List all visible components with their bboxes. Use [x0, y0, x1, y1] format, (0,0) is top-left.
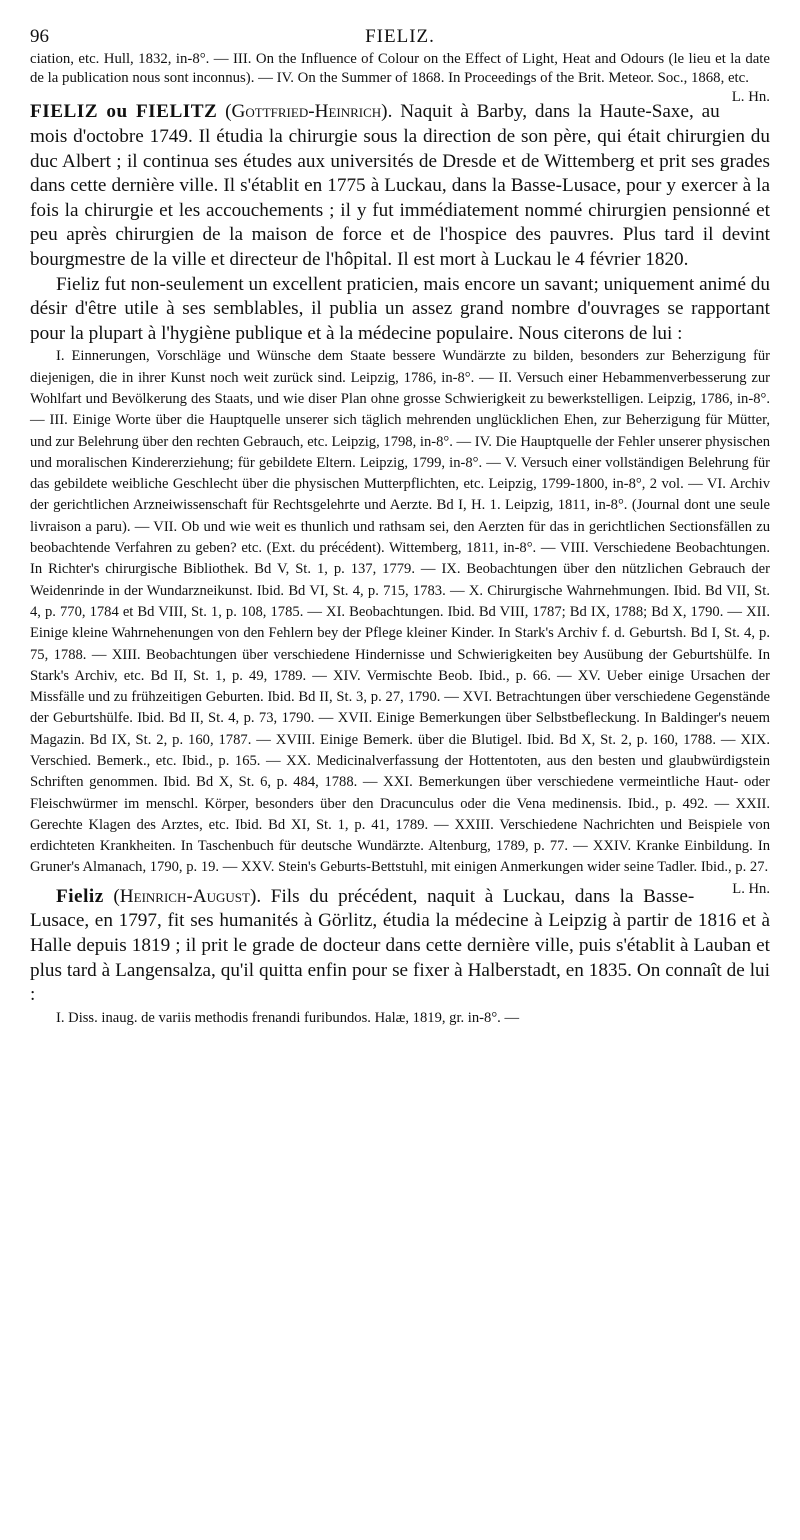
page-number: 96	[30, 26, 49, 47]
entry-2-biography: Fils du précédent, naquit à Luckau, dans la Basse-Lusace, en 1797, fit ses humanités à Görlitz, étudia la médecine à Leipzig à partir de 1816 et à Halle depuis 1819 ; il prit le grade de docteur dans cette dernière ville, puis s'établit à Lauban et plus tard à Langensalza, qu'il quitta enfin pour se fixer à Halberstadt, en 1835. On connaît de lui :	[30, 885, 770, 1006]
entry-1-signature: L. Hn.	[732, 880, 770, 897]
document-page	[30, 22, 770, 1029]
continuation-signature: L. Hn.	[731, 89, 770, 106]
running-title: FIELIZ.	[365, 26, 435, 47]
continuation-paragraph	[30, 50, 770, 106]
entry-1-name: (Gottfried-Heinrich).	[225, 101, 393, 123]
entry-1-paragraph-1	[30, 100, 770, 272]
entry-2-headword: Fieliz	[56, 885, 104, 907]
entry-1-headword: FIELIZ ou FIELITZ	[30, 101, 218, 123]
continuation-text: ciation, etc. Hull, 1832, in-8°. — III. On the Influence of Colour on the Effect of Light, Heat and Odours (le lieu et la date de la publication nous sont inconnus). — IV. On the Summer of 1868. In Proceedings of the Brit. Meteor. Soc., 1868, etc.	[30, 51, 770, 87]
entry-2-paragraph	[30, 885, 770, 1008]
entry-1-biography: Naquit à Barby, dans la Haute-Saxe, au mois d'octobre 1749. Il étudia la chirurgie sous la direction de son père, qui était chirurgien du duc Albert ; il continua ses études aux universités de Dresde et de Wittemberg et prit ses grades dans cette dernière ville. Il s'établit en 1775 à Luckau, dans la Basse-Lusace, pour y exercer à la fois la chirurgie et les accouchements ; il y fut immédiatement nommé chirurgien pensionné et peu après chirurgien de la maison de force et de l'hospice des pauvres. Plus tard il devint bourgmestre de la ville et directeur de l'hôpital. Il est mort à Luckau le 4 février 1820.	[30, 101, 770, 270]
entry-2-works: I. Diss. inaug. de variis methodis frenandi furibundos. Halæ, 1819, gr. in-8°. —	[56, 1009, 520, 1026]
entry-1-works-text: I. Einnerungen, Vorschläge und Wünsche dem Staate bessere Wundärzte zu bilden, besonders zur Beherzigung für diejenigen, die in ihrer Kunst noch weit zurück sind. Leipzig, 1786, in-8°. — II. Versuch einer Hebammenverbesserung zur Wohlfart und Bevölkerung des Staats, und wie diser Plan ohne grosse Schwierigkeit zu bewerkstelligen. Leipzig, 1786, in-8°. — III. Einige Worte über die Hauptquelle unserer sich täglich mehrenden unglücklichen Ehen, zur Beherzigung für Mütter, und zur Belehrung über den rechten Gebrauch, etc. Leipzig, 1798, in-8°. — IV. Die Hauptquelle der Fehler unserer physischen und moralischen Kindererziehung; für gebildete Eltern. Leipzig, 1799, in-8°. — V. Versuch einer vollständigen Belehrung für das gebildete weibliche Geschlecht über die physischen Mutterpflichten, etc. Leipzig, 1799-1800, in-8°, 2 vol. — VI. Archiv der gerichtlichen Arzneiwissenschaft für Rechtsgelehrte und Aerzte. Bd I, H. 1. Leipzig, 1811, in-8°. (Journal dont une seule livraison a paru). — VII. Ob und wie weit es thunlich und rathsam sei, den Aerzten für das in gerichtlichen Sectionsfällen zu beobachtende Verfahren zu geben? etc. (Ext. du précédent). Wittemberg, 1811, in-8°. — VIII. Verschiedene Beobachtungen. In Richter's chirurgische Bibliothek. Bd V, St. 1, p. 137, 1779. — IX. Beobachtungen über den nützlichen Gebrauch der Weidenrinde in der Wundarzneikunst. Ibid. Bd VI, St. 4, p. 715, 1783. — X. Chirurgische Wahrnehmungen. Ibid. Bd VII, St. 4, p. 770, 1784 et Bd VIII, St. 1, p. 108, 1785. — XI. Beobachtungen. Ibid. Bd VIII, 1787; Bd IX, 1788; Bd X, 1790. — XII. Einige kleine Wahrnehenungen von den Fehlern bey der Pflege kleiner Kinder. In Stark's Archiv f. d. Geburtsh. Bd I, St. 4, p. 75, 1788. — XIII. Beobachtungen über verschiedene Hindernisse und Schwierigkeiten bey Ausübung der Geburtshülfe. In Stark's Archiv, etc. Bd II, St. 1, p. 49, 1789. — XIV. Vermischte Beob. Ibid., p. 66. — XV. Ueber einige Ursachen der Missfälle und zu frühzeitigen Geburten. Ibid. Bd II, St. 3, p. 27, 1790. — XVI. Betrachtungen über verschiedene Gegenstände der Geburtshülfe. Ibid. Bd II, St. 4, p. 73, 1790. — XVII. Einige Bemerkungen über Selbstbefleckung. In Baldinger's neuem Magazin. Bd IX, St. 2, p. 160, 1787. — XVIII. Einige Bemerk. über die Blutigel. Ibid. Bd X, St. 2, p. 160, 1788. — XIX. Verschied. Bemerk., etc. Ibid., p. 165. — XX. Medicinalverfassung der Hottentoten, aus den besten und glaubwürdigstein Schriften genommen. Ibid. Bd X, St. 6, p. 484, 1788. — XXI. Bemerkungen über verschiedene vermeintliche Haut- oder Fleischwürmer im menschl. Körper, besonders über den Dracunculus oder die Vena medinensis. Ibid., p. 492. — XXII. Gerechte Klagen des Arztes, etc. Ibid. Bd XI, St. 1, p. 41, 1789. — XXIII. Verschiedene Nachrichten und Beispiele von erdichteten Krankheiten. In Taschenbuch für deutsche Wundärzte. Altenburg, 1789, p. 77. — XXIV. Kranke Einbildung. In Gruner's Almanach, 1790, p. 19. — XXV. Stein's Geburts-Bettstuhl, mit einigen Anmerkungen wider seine Tadler. Ibid., p. 27.	[30, 348, 770, 876]
entry-2-name: (Heinrich-August).	[113, 885, 262, 907]
page-header	[30, 22, 770, 50]
entry-1-paragraph-2: Fieliz fut non-seulement un excellent praticien, mais encore un savant; uniquement animé du désir d'être utile à ses semblables, il publia un assez grand nombre d'ouvrages se rapportant pour la plupart à l'hygiène publique et à la médecine populaire. Nous citerons de lui :	[30, 273, 770, 344]
